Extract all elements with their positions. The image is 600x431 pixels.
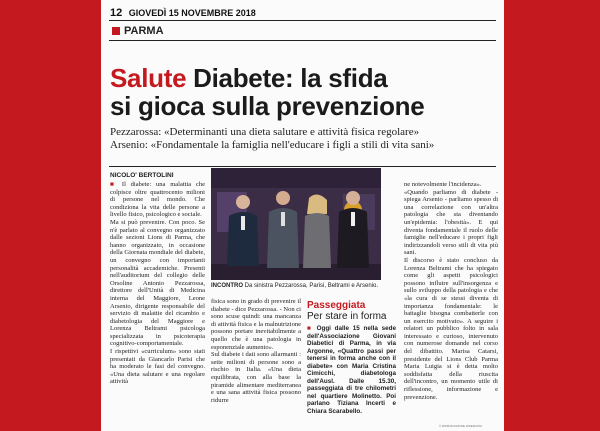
bullet-icon: ■: [307, 325, 317, 332]
paragraph: Il discorso è stato concluso da Lorenza Beltrami che ha spiegato come gli aspetti psicologici possono influire sull'insorgenza e sullo sviluppo della patologia e che «la cura di se stessi diventa di importanza fondamentale: le battaglie bisogna combatterle con un esercito motivato». A seguire i relatori un pubblico folto in sala interessato e curioso, intervenuto con numerose domande nel corso del dibattito. Marisa Catarsi, presidente del Lions Club Parma Maria Luigia si è detta molto soddisfatta della riuscita dell'incontro, un momento utile di riflessione, informazione e prevenzione.: [404, 256, 498, 401]
box-paragraph: Oggi dalle 15 nella sede dell'Associazione Giovani Diabetici di Parma, in via Argonne, «Quattro passi per tenersi in forma anche con il diabete» con Maria Cristina Cimicchi, diabetologa dell'Ausl. Dalle 15.30, passeggiata di tre chilometri nel quartiere Molinetto. Poi parlano Tiziana Incerti e Chiara Scarabello.: [307, 325, 396, 415]
paragraph: Ma si può prevenire. Con poco. Se n'è parlato al convegno organizzato dalle sezioni Lions di Parma, che hanno organizzato, in occasione della Giornata mondiale del diabete, un convegno con importanti personalità accademiche. Presenti nell'auditorium del collegio delle Orsoline Antonio Pezzarossa, direttore dell'Unità di Medicina interna del Maggiore, Leone Arsenio, dirigente responsabile del servizio di malattie del ricambio e diabetologia del Maggiore e Lorenza Beltrami psicologa specializzata in psicoterapia cognitivo-comportamentale.: [110, 218, 205, 348]
article-column-3: [404, 181, 498, 401]
article-column-1: [110, 181, 205, 386]
page-header: [110, 7, 256, 19]
event-photo-image: [211, 168, 381, 280]
byline: NICOLO' BERTOLINI: [110, 172, 174, 179]
paragraph: Il diabete: una malattia che colpisce oltre quattrocento milioni di persone nel mondo. Che condiziona la vita delle persone a livello fisico, psicologico e sociale.: [110, 181, 205, 219]
article-column-2: [211, 298, 301, 404]
event-photo: [211, 168, 381, 280]
header-divider: [109, 20, 496, 21]
sidebar-box: [307, 300, 396, 415]
subheadline: Arsenio: «Fondamentale la famiglia nell'educare i figli a stili di vita sani»: [110, 139, 435, 151]
paragraph: fisica sono in grado di prevenire il diabete - dice Pezzarossa. - Non ci sono scuse quindi: una mancanza di attività fisica e la malnutrizione possono portare inevitabilmente a quello che è una patologia in esponenziale aumento».: [211, 298, 301, 351]
subheadlines: [110, 126, 502, 152]
section-divider: [109, 40, 496, 41]
copyright-note: © RIPRODUZIONE RISERVATA: [439, 424, 483, 428]
caption-text: Da sinistra Pezzarossa, Parisi, Beltrami e Arsenio.: [243, 283, 379, 289]
section-label: [112, 25, 164, 37]
subheadline: Pezzarossa: «Determinanti una dieta salutare e attività fisica regolare»: [110, 126, 420, 138]
paragraph: Sul diabete i dati sono allarmanti : sette milioni di persone sono a rischio in Italia. «Una dieta equilibrata, con alla base la piramide alimentare mediterranea e una sana attività fisica possono ridurre: [211, 351, 301, 404]
article-headline: [110, 64, 500, 120]
bullet-icon: ■: [110, 181, 122, 188]
section-square-icon: [112, 27, 120, 35]
paragraph: I rispettivi «curriculum» sono stati presentati da Giancarlo Parisi che ha moderato le fasi del convegno. «Una dieta salutare e una regolare attività: [110, 348, 205, 386]
headline-line-1: Diabete: la sfida: [186, 63, 388, 93]
byline-divider: [109, 166, 496, 167]
box-subtitle: Per stare in forma: [307, 311, 387, 322]
issue-date: GIOVEDÌ 15 NOVEMBRE 2018: [128, 8, 256, 18]
caption-lead: INCONTRO: [211, 283, 243, 289]
box-text: [307, 325, 396, 415]
headline-line-2: si gioca sulla prevenzione: [110, 91, 425, 121]
box-title: Passeggiata: [307, 300, 366, 311]
section-name: PARMA: [124, 25, 164, 37]
headline-kicker: Salute: [110, 63, 187, 93]
page-number: 12: [110, 7, 123, 19]
paragraph: «Quando parliamo di diabete - spiega Arsenio - parliamo spesso di una correlazione con un'altra patologia che sta diventando un'epidemia: l'obesità». E qui diventa fondamentale il ruolo delle famiglie nell'educare i propri figli indirizzandoli verso stili di vita più sani.: [404, 188, 498, 257]
paragraph: ne notevolmente l'incidenza».: [404, 181, 482, 188]
photo-caption: [211, 283, 391, 289]
newspaper-page: [101, 0, 504, 431]
